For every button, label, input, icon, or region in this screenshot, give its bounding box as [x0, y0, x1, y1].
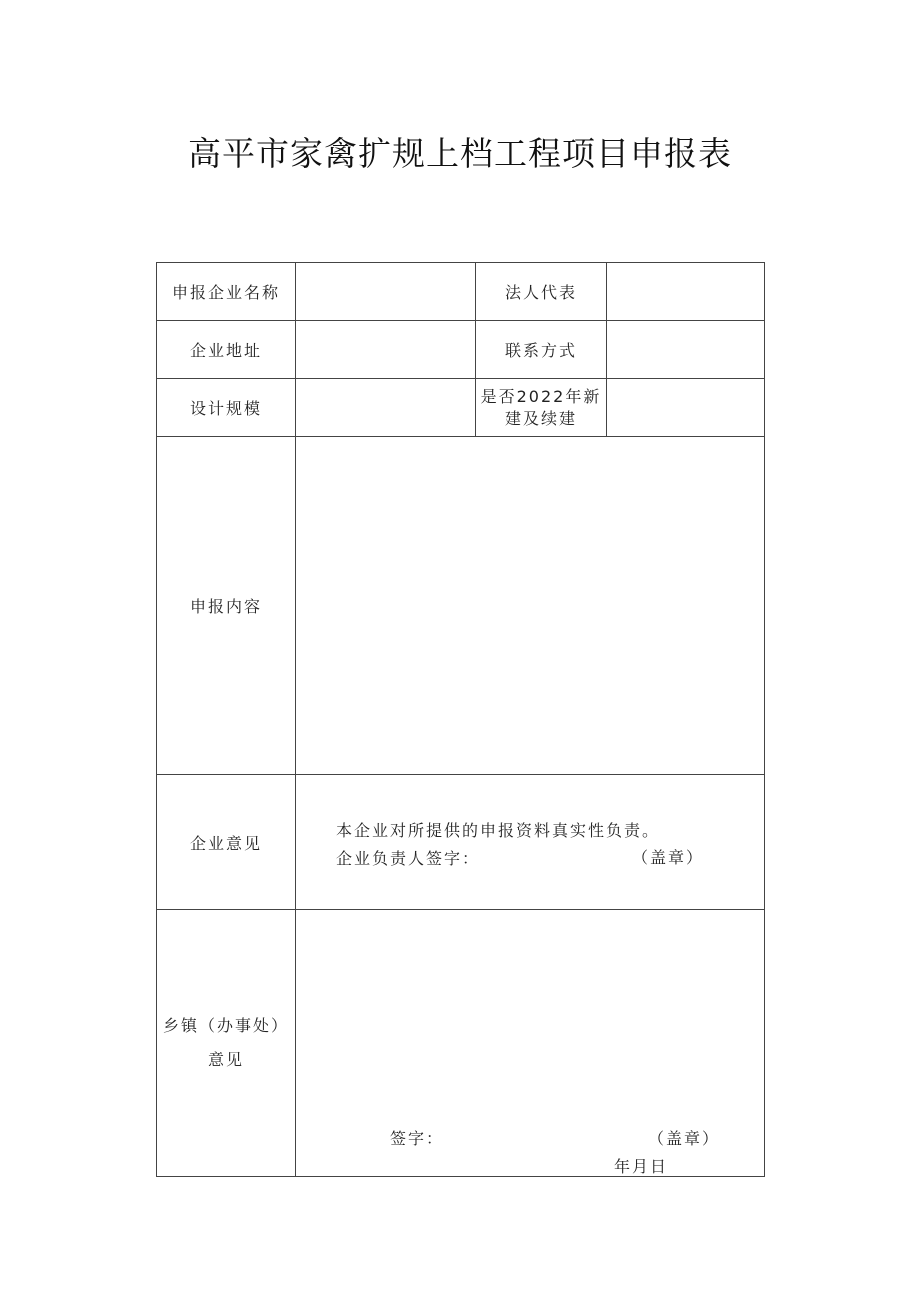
- company-opinion-text: [336, 817, 660, 873]
- application-form-table: [156, 262, 765, 1177]
- company-seal-label: （盖章）: [632, 848, 705, 867]
- town-opinion-label: [157, 910, 296, 1177]
- company-address-label: 企业地址: [157, 321, 296, 379]
- row-company-address: [157, 321, 765, 379]
- town-opinion-label-line2: 意见: [207, 1050, 244, 1069]
- new-or-continued-label-line1: 是否2022年新: [480, 386, 602, 406]
- application-content-label: 申报内容: [157, 437, 296, 775]
- design-scale-field[interactable]: [296, 379, 476, 437]
- company-name-label: 申报企业名称: [157, 263, 296, 321]
- legal-representative-field[interactable]: [607, 263, 765, 321]
- town-date-label: 年月日: [614, 1157, 669, 1176]
- town-signature-label: 签字：: [390, 1129, 445, 1148]
- town-opinion-field[interactable]: [296, 910, 765, 1177]
- row-town-opinion: [157, 910, 765, 1177]
- company-opinion-field[interactable]: [296, 775, 765, 910]
- contact-info-label: 联系方式: [476, 321, 607, 379]
- town-seal-label: （盖章）: [648, 1129, 721, 1148]
- new-or-continued-label: [476, 379, 607, 437]
- town-opinion-label-line1: 乡镇（办事处）: [162, 1016, 289, 1035]
- row-company-name: [157, 263, 765, 321]
- design-scale-label: 设计规模: [157, 379, 296, 437]
- legal-representative-label: 法人代表: [476, 263, 607, 321]
- new-or-continued-field[interactable]: [607, 379, 765, 437]
- company-opinion-label: 企业意见: [157, 775, 296, 910]
- company-address-field[interactable]: [296, 321, 476, 379]
- contact-info-field[interactable]: [607, 321, 765, 379]
- company-name-field[interactable]: [296, 263, 476, 321]
- responsibility-statement: 本企业对所提供的申报资料真实性负责。: [336, 821, 661, 840]
- company-signer-label: 企业负责人签字：: [336, 849, 481, 868]
- row-application-content: [157, 437, 765, 775]
- row-design-scale: [157, 379, 765, 437]
- row-company-opinion: [157, 775, 765, 910]
- application-content-field[interactable]: [296, 437, 765, 775]
- document-title: 高平市家禽扩规上档工程项目申报表: [188, 134, 732, 173]
- new-or-continued-label-line2: 建及续建: [504, 408, 577, 428]
